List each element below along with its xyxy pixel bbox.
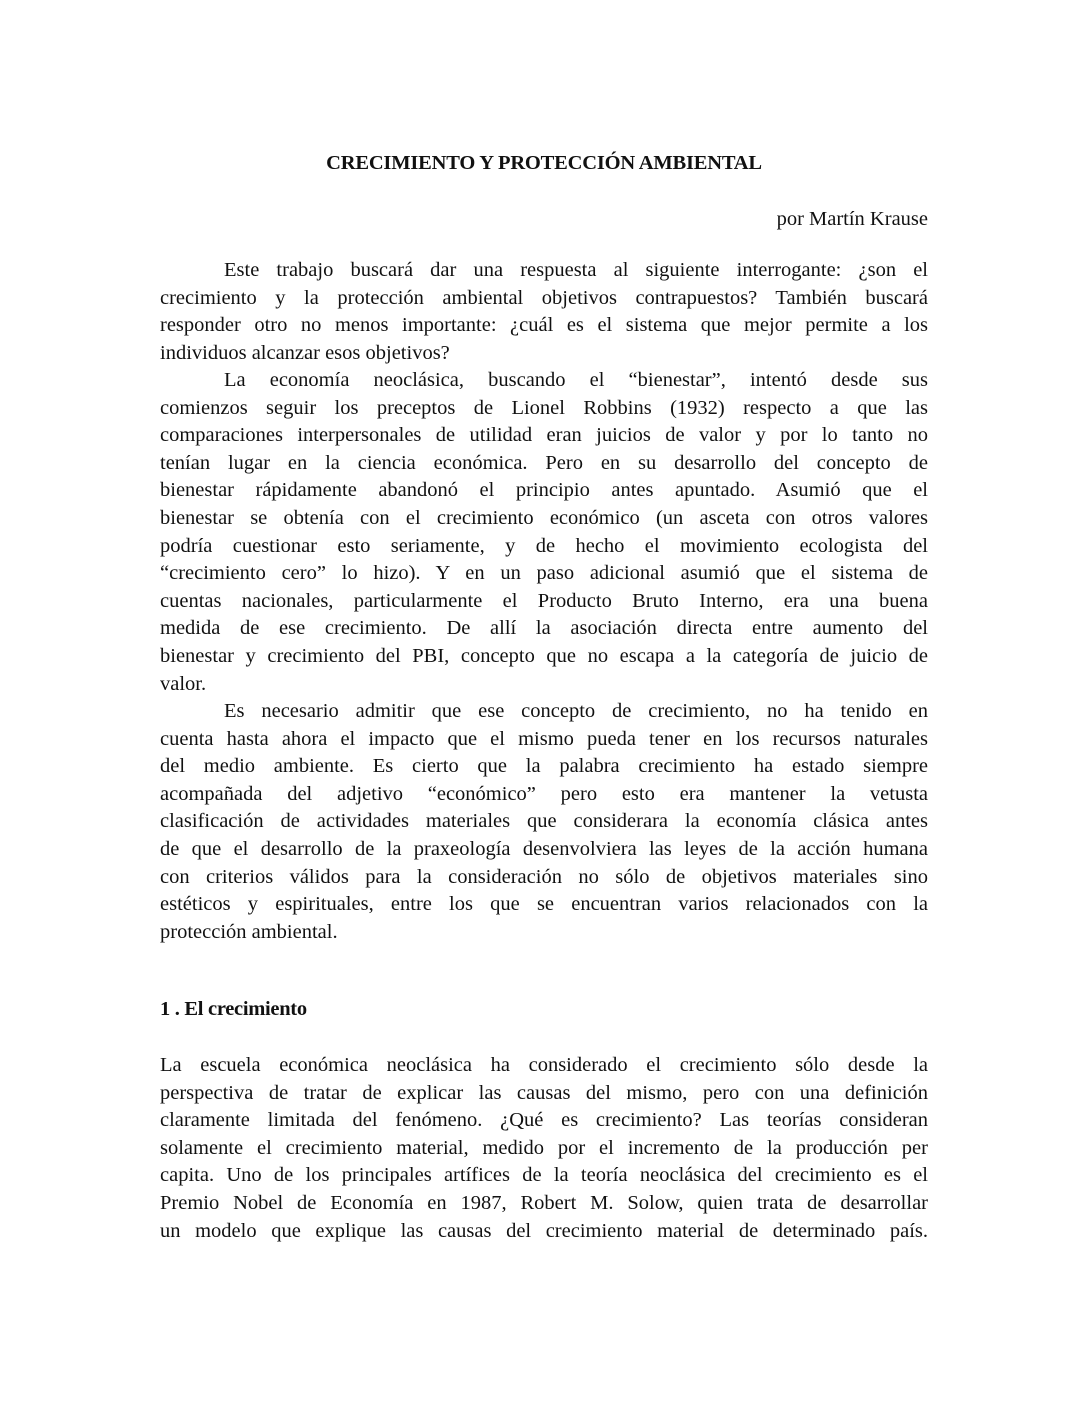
intro-paragraph-2 — [160, 367, 928, 698]
section-heading: 1 . El crecimiento — [160, 998, 307, 1020]
text-line: crecimiento y la protección ambiental objetivos contrapuestos? También buscará — [160, 286, 928, 309]
text-line: con criterios válidos para la consideración no sólo de objetivos materiales sino — [160, 865, 928, 888]
section-1-paragraph — [160, 1052, 928, 1245]
text-line: de que el desarrollo de la praxeología desenvolviera las leyes de la acción humana — [160, 837, 928, 860]
text-line: cuentas nacionales, particularmente el Producto Bruto Interno, era una buena — [160, 589, 928, 612]
text-line: estéticos y espirituales, entre los que se encuentran varios relacionados con la — [160, 893, 928, 916]
text-line: solamente el crecimiento material, medido por el incremento de la producción per — [160, 1136, 928, 1159]
text-line: Es necesario admitir que ese concepto de crecimiento, no ha tenido en — [224, 700, 928, 722]
text-line: clasificación de actividades materiales que considerara la economía clásica antes — [160, 810, 928, 833]
text-line: La economía neoclásica, buscando el “bienestar”, intentó desde sus — [224, 369, 928, 391]
author-byline: por Martín Krause — [776, 208, 928, 230]
text-line: claramente limitada del fenómeno. ¿Qué es crecimiento? Las teorías consideran — [160, 1109, 928, 1132]
text-line: cuenta hasta ahora el impacto que el mismo pueda tener en los recursos naturales — [160, 727, 928, 750]
text-line: medida de ese crecimiento. De allí la asociación directa entre aumento del — [160, 617, 928, 640]
text-line: tenían lugar en la ciencia económica. Pero en su desarrollo del concepto de — [160, 451, 928, 474]
text-line: podría cuestionar esto seriamente, y de hecho el movimiento ecologista del — [160, 534, 928, 557]
text-line: Premio Nobel de Economía en 1987, Robert M. Solow, quien trata de desarrollar — [160, 1191, 928, 1214]
text-line: responder otro no menos importante: ¿cuál es el sistema que mejor permite a los — [160, 314, 928, 337]
text-line: comparaciones interpersonales de utilidad eran juicios de valor y por lo tanto no — [160, 424, 928, 447]
text-line: Este trabajo buscará dar una respuesta al siguiente interrogante: ¿son el — [224, 259, 928, 281]
text-line: perspectiva de tratar de explicar las causas del mismo, pero con una definición — [160, 1081, 928, 1104]
text-line: La escuela económica neoclásica ha considerado el crecimiento sólo desde la — [160, 1054, 928, 1076]
text-line: protección ambiental. — [160, 920, 338, 943]
intro-paragraph-1 — [160, 257, 928, 367]
text-line: un modelo que explique las causas del crecimiento material de determinado país. — [160, 1219, 928, 1242]
text-line: del medio ambiente. Es cierto que la palabra crecimiento ha estado siempre — [160, 755, 928, 778]
document-title: CRECIMIENTO Y PROTECCIÓN AMBIENTAL — [326, 152, 762, 174]
text-line: “crecimiento cero” lo hizo). Y en un paso adicional asumió que el sistema de — [160, 562, 928, 585]
text-line: individuos alcanzar esos objetivos? — [160, 341, 450, 364]
text-line: bienestar rápidamente abandonó el principio antes apuntado. Asumió que el — [160, 479, 928, 502]
text-line: comienzos seguir los preceptos de Lionel Robbins (1932) respecto a que las — [160, 396, 928, 419]
intro-paragraph-3 — [160, 698, 928, 946]
text-line: bienestar y crecimiento del PBI, concepto que no escapa a la categoría de juicio de — [160, 644, 928, 667]
text-line: bienestar se obtenía con el crecimiento económico (un asceta con otros valores — [160, 506, 928, 529]
text-line: capita. Uno de los principales artífices de la teoría neoclásica del crecimiento es el — [160, 1164, 928, 1187]
text-line: valor. — [160, 672, 207, 695]
text-line: acompañada del adjetivo “económico” pero esto era mantener la vetusta — [160, 782, 928, 805]
